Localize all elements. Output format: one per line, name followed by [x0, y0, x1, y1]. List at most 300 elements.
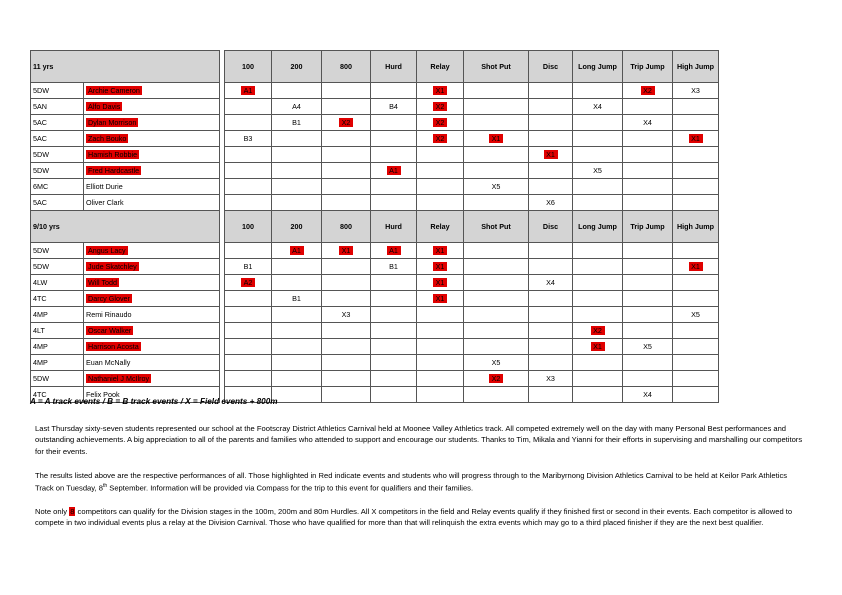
result-cell: [371, 147, 417, 163]
result-cell: [573, 83, 623, 99]
student-name-cell: [84, 83, 220, 99]
result-cell: [371, 195, 417, 211]
result-cell: [464, 115, 529, 131]
class-code: 5DW: [31, 83, 84, 99]
result-cell: [573, 275, 623, 291]
result-cell: [573, 323, 623, 339]
student-name-cell: [84, 195, 220, 211]
result-cell: [322, 179, 371, 195]
student-name: Nathaniel J McIlroy: [88, 374, 150, 383]
student-name: Darcy Glover: [88, 294, 130, 303]
paragraph-division-info-text: The results listed above are the respective performances of all. Those highlighted in Red indicate events and students who will progress through to the Maribyrnong Division Athletics Carnival to be held at Keilor Park Athletics Track on Tuesday, 8: [35, 471, 788, 493]
student-name-cell: [84, 307, 220, 323]
result-cell: [529, 131, 573, 147]
student-name-cell: [84, 163, 220, 179]
result-cell: [371, 115, 417, 131]
result-cell: [225, 147, 272, 163]
result-cell: [464, 307, 529, 323]
result-value: B3: [243, 134, 253, 143]
result-cell: [464, 259, 529, 275]
qualified-result: X1: [433, 246, 447, 255]
class-code: 5AC: [31, 131, 84, 147]
event-header: High Jump: [673, 211, 719, 243]
result-cell: [417, 115, 464, 131]
event-header: Long Jump: [573, 51, 623, 83]
event-header: Relay: [417, 211, 464, 243]
result-cell: [623, 115, 673, 131]
result-cell: [623, 179, 673, 195]
event-header: Disc: [529, 211, 573, 243]
student-name: Oscar Walker: [88, 326, 132, 335]
qualified-result: A1: [290, 246, 304, 255]
results-legend: A = A track events / B = B track events / X = Field events + 800m: [30, 397, 278, 406]
result-cell: [464, 179, 529, 195]
student-name: Angus Lacy: [88, 246, 126, 255]
result-cell: [225, 179, 272, 195]
result-cell: [371, 131, 417, 147]
result-cell: [272, 291, 322, 307]
result-cell: [623, 163, 673, 179]
result-cell: [573, 147, 623, 163]
result-cell: [322, 259, 371, 275]
result-value: X4: [643, 118, 652, 127]
qualified-result: A2: [241, 278, 255, 287]
result-cell: [272, 99, 322, 115]
result-value: X5: [491, 358, 501, 367]
result-cell: [272, 83, 322, 99]
event-header: 100: [225, 51, 272, 83]
qualified-result: X2: [433, 102, 447, 111]
class-code: 5DW: [31, 163, 84, 179]
result-value: A4: [292, 102, 301, 111]
result-cell: [464, 323, 529, 339]
qualified-result: X2: [433, 134, 447, 143]
event-header: Shot Put: [464, 211, 529, 243]
result-cell: [529, 307, 573, 323]
student-name: Oliver Clark: [86, 198, 124, 207]
result-value: X4: [643, 390, 652, 399]
result-cell: [272, 371, 322, 387]
result-cell: [673, 115, 719, 131]
result-cell: [573, 339, 623, 355]
result-cell: [371, 307, 417, 323]
student-name-cell: [84, 259, 220, 275]
table-row: [31, 131, 719, 147]
result-cell: [573, 387, 623, 403]
student-name-cell: [84, 99, 220, 115]
paragraph-division-info-text-end: September. Information will be provided via Compass for the trip to this event for qualifiers and their families.: [107, 483, 474, 493]
result-cell: [464, 387, 529, 403]
result-cell: [623, 307, 673, 323]
result-cell: [272, 339, 322, 355]
result-value: X6: [546, 198, 555, 207]
table-row: [31, 339, 719, 355]
result-cell: [623, 243, 673, 259]
result-cell: [272, 115, 322, 131]
result-cell: [573, 371, 623, 387]
qualified-result: X2: [433, 118, 447, 127]
result-cell: [623, 83, 673, 99]
result-cell: [322, 163, 371, 179]
student-name: Elliott Durie: [86, 182, 123, 191]
qualified-result: X1: [433, 294, 447, 303]
group-header-row: [31, 211, 719, 243]
result-cell: [417, 195, 464, 211]
result-cell: [464, 355, 529, 371]
result-cell: [225, 163, 272, 179]
result-cell: [322, 355, 371, 371]
result-cell: [529, 83, 573, 99]
result-cell: [573, 179, 623, 195]
result-cell: [225, 371, 272, 387]
result-value: X5: [643, 342, 652, 351]
event-header: Shot Put: [464, 51, 529, 83]
result-cell: [573, 131, 623, 147]
result-cell: [623, 323, 673, 339]
result-cell: [623, 275, 673, 291]
result-cell: [529, 291, 573, 307]
class-code: 6MC: [31, 179, 84, 195]
table-row: [31, 323, 719, 339]
result-cell: [529, 115, 573, 131]
result-cell: [529, 259, 573, 275]
table-row: [31, 147, 719, 163]
class-code: 4TC: [31, 387, 84, 403]
qualified-result: X2: [591, 326, 605, 335]
result-cell: [623, 147, 673, 163]
result-cell: [464, 275, 529, 291]
qualified-result: X1: [689, 134, 703, 143]
student-name: Will Todd: [88, 278, 118, 287]
result-cell: [464, 371, 529, 387]
result-cell: [225, 291, 272, 307]
result-cell: [673, 371, 719, 387]
event-header: High Jump: [673, 51, 719, 83]
note-highlight-number: 8: [70, 507, 75, 516]
class-code: 5AN: [31, 99, 84, 115]
student-name-cell: [84, 131, 220, 147]
paragraph-qualification-note: [35, 506, 805, 529]
student-name-cell: [84, 371, 220, 387]
event-header: 800: [322, 51, 371, 83]
student-name-cell: [84, 355, 220, 371]
result-cell: [272, 355, 322, 371]
class-code: 4LW: [31, 275, 84, 291]
result-cell: [225, 243, 272, 259]
result-cell: [272, 179, 322, 195]
qualified-result: X1: [339, 246, 353, 255]
result-cell: [322, 99, 371, 115]
result-cell: [573, 355, 623, 371]
result-cell: [464, 339, 529, 355]
table-row: [31, 275, 719, 291]
result-cell: [673, 179, 719, 195]
result-cell: [371, 275, 417, 291]
result-cell: [272, 323, 322, 339]
result-cell: [225, 275, 272, 291]
result-cell: [371, 83, 417, 99]
result-cell: [673, 355, 719, 371]
result-cell: [673, 99, 719, 115]
result-cell: [417, 371, 464, 387]
result-cell: [573, 307, 623, 323]
result-cell: [673, 259, 719, 275]
student-name-cell: [84, 147, 220, 163]
result-cell: [464, 99, 529, 115]
class-code: 5DW: [31, 243, 84, 259]
student-name: Remi Rinaudo: [86, 310, 132, 319]
class-code: 4LT: [31, 323, 84, 339]
class-code: 5DW: [31, 259, 84, 275]
result-cell: [225, 339, 272, 355]
result-cell: [417, 99, 464, 115]
result-cell: [529, 323, 573, 339]
qualified-result: X2: [339, 118, 353, 127]
result-cell: [417, 355, 464, 371]
result-value: X3: [546, 374, 555, 383]
age-group-title: 11 yrs: [31, 51, 220, 83]
result-cell: [417, 259, 464, 275]
result-value: B1: [389, 262, 398, 271]
result-cell: [272, 131, 322, 147]
group-header-row: [31, 51, 719, 83]
student-name-cell: [84, 323, 220, 339]
event-header: Trip Jump: [623, 51, 673, 83]
result-cell: [371, 179, 417, 195]
result-cell: [417, 323, 464, 339]
result-cell: [272, 275, 322, 291]
result-cell: [673, 275, 719, 291]
age-group-title: 9/10 yrs: [31, 211, 220, 243]
result-cell: [371, 163, 417, 179]
result-cell: [225, 99, 272, 115]
table-row: [31, 179, 719, 195]
result-cell: [573, 291, 623, 307]
result-cell: [322, 371, 371, 387]
class-code: 5AC: [31, 195, 84, 211]
result-cell: [623, 387, 673, 403]
result-cell: [623, 371, 673, 387]
result-cell: [529, 99, 573, 115]
student-name-cell: [84, 291, 220, 307]
table-row: [31, 291, 719, 307]
result-cell: [371, 387, 417, 403]
result-cell: [272, 259, 322, 275]
class-code: 5DW: [31, 147, 84, 163]
event-header: Hurd: [371, 211, 417, 243]
result-value: X4: [546, 278, 555, 287]
qualified-result: X1: [544, 150, 558, 159]
qualified-result: X1: [433, 262, 447, 271]
result-cell: [673, 83, 719, 99]
event-header: Relay: [417, 51, 464, 83]
result-cell: [573, 243, 623, 259]
event-header: 800: [322, 211, 371, 243]
qualified-result: X1: [689, 262, 703, 271]
result-value: B1: [292, 118, 301, 127]
result-cell: [529, 179, 573, 195]
result-cell: [529, 371, 573, 387]
result-value: B1: [243, 262, 253, 271]
result-cell: [529, 339, 573, 355]
student-name: Archie Cameron: [88, 86, 140, 95]
student-name: Hamish Robbie: [88, 150, 138, 159]
class-code: 4MP: [31, 355, 84, 371]
result-cell: [371, 355, 417, 371]
note-text-start: Note only: [35, 507, 70, 516]
result-cell: [417, 339, 464, 355]
result-value: B4: [389, 102, 398, 111]
result-cell: [272, 243, 322, 259]
table-row: [31, 243, 719, 259]
result-cell: [322, 323, 371, 339]
student-name: Zach Bouko: [88, 134, 127, 143]
result-cell: [529, 387, 573, 403]
result-value: X3: [691, 86, 700, 95]
result-cell: [464, 131, 529, 147]
result-value: X3: [341, 310, 351, 319]
result-cell: [673, 131, 719, 147]
student-name-cell: [84, 115, 220, 131]
result-cell: [272, 195, 322, 211]
result-cell: [371, 339, 417, 355]
paragraph-division-info: [35, 470, 805, 494]
result-cell: [417, 131, 464, 147]
result-cell: [322, 307, 371, 323]
student-name: Fred Hardcastle: [88, 166, 140, 175]
result-cell: [673, 243, 719, 259]
result-cell: [322, 243, 371, 259]
qualified-result: A1: [241, 86, 255, 95]
result-cell: [225, 307, 272, 323]
result-cell: [322, 339, 371, 355]
result-cell: [225, 355, 272, 371]
result-cell: [322, 131, 371, 147]
result-cell: [322, 83, 371, 99]
student-name-cell: [84, 243, 220, 259]
result-cell: [371, 323, 417, 339]
event-header: Disc: [529, 51, 573, 83]
result-cell: [225, 131, 272, 147]
qualified-result: X2: [489, 374, 503, 383]
result-cell: [623, 339, 673, 355]
result-cell: [673, 387, 719, 403]
student-name: Harrison Acosta: [88, 342, 139, 351]
qualified-result: X1: [433, 86, 447, 95]
result-cell: [417, 275, 464, 291]
result-cell: [623, 131, 673, 147]
result-cell: [464, 291, 529, 307]
class-code: 5DW: [31, 371, 84, 387]
result-value: X5: [593, 166, 602, 175]
result-cell: [464, 83, 529, 99]
result-cell: [529, 275, 573, 291]
result-cell: [417, 147, 464, 163]
result-cell: [417, 83, 464, 99]
result-cell: [417, 179, 464, 195]
event-header: Hurd: [371, 51, 417, 83]
result-cell: [417, 163, 464, 179]
student-name: Euan McNally: [86, 358, 131, 367]
result-cell: [225, 115, 272, 131]
event-header: Long Jump: [573, 211, 623, 243]
result-cell: [272, 163, 322, 179]
result-cell: [529, 355, 573, 371]
result-cell: [529, 243, 573, 259]
student-name: Jude Skatchley: [88, 262, 137, 271]
result-cell: [417, 387, 464, 403]
result-cell: [322, 147, 371, 163]
table-row: [31, 83, 719, 99]
result-cell: [322, 195, 371, 211]
result-cell: [322, 387, 371, 403]
qualified-result: A1: [387, 166, 401, 175]
qualified-result: X1: [489, 134, 503, 143]
result-cell: [464, 163, 529, 179]
table-row: [31, 195, 719, 211]
result-cell: [623, 195, 673, 211]
result-cell: [529, 147, 573, 163]
result-cell: [573, 259, 623, 275]
result-cell: [673, 147, 719, 163]
result-cell: [371, 243, 417, 259]
result-cell: [371, 291, 417, 307]
result-cell: [225, 259, 272, 275]
table-row: [31, 355, 719, 371]
result-cell: [673, 291, 719, 307]
result-cell: [371, 371, 417, 387]
results-table: [30, 50, 719, 403]
result-cell: [573, 163, 623, 179]
result-cell: [225, 323, 272, 339]
student-name-cell: [84, 275, 220, 291]
result-cell: [371, 259, 417, 275]
table-row: [31, 259, 719, 275]
student-name: Alfo Davis: [88, 102, 121, 111]
event-header: 200: [272, 51, 322, 83]
result-value: B1: [292, 294, 301, 303]
result-cell: [623, 291, 673, 307]
class-code: 4MP: [31, 339, 84, 355]
result-cell: [225, 195, 272, 211]
result-cell: [322, 115, 371, 131]
result-cell: [464, 147, 529, 163]
result-cell: [529, 195, 573, 211]
result-value: X5: [491, 182, 501, 191]
result-cell: [529, 163, 573, 179]
result-cell: [573, 115, 623, 131]
result-cell: [417, 307, 464, 323]
table-row: [31, 307, 719, 323]
result-cell: [673, 195, 719, 211]
result-cell: [322, 275, 371, 291]
table-row: [31, 99, 719, 115]
result-value: X4: [593, 102, 602, 111]
result-cell: [573, 195, 623, 211]
result-cell: [225, 83, 272, 99]
result-cell: [623, 99, 673, 115]
result-cell: [673, 163, 719, 179]
table-row: [31, 163, 719, 179]
result-cell: [673, 307, 719, 323]
result-cell: [272, 307, 322, 323]
result-value: X5: [691, 310, 700, 319]
qualified-result: X1: [591, 342, 605, 351]
paragraph-carnival-summary: Last Thursday sixty-seven students represented our school at the Footscray District Athletics Carnival held at Moonee Valley Athletics track. All competed extremely well on the day with many Personal Best performances and outstanding achievements. A big appreciation to all of the parents and families who attended to support and encourage our students. Thanks to Tim, Mikala and Yianni for their efforts in supervising and marshalling our competitors for their events.: [35, 424, 803, 456]
result-cell: [371, 99, 417, 115]
result-cell: [322, 291, 371, 307]
result-cell: [573, 99, 623, 115]
